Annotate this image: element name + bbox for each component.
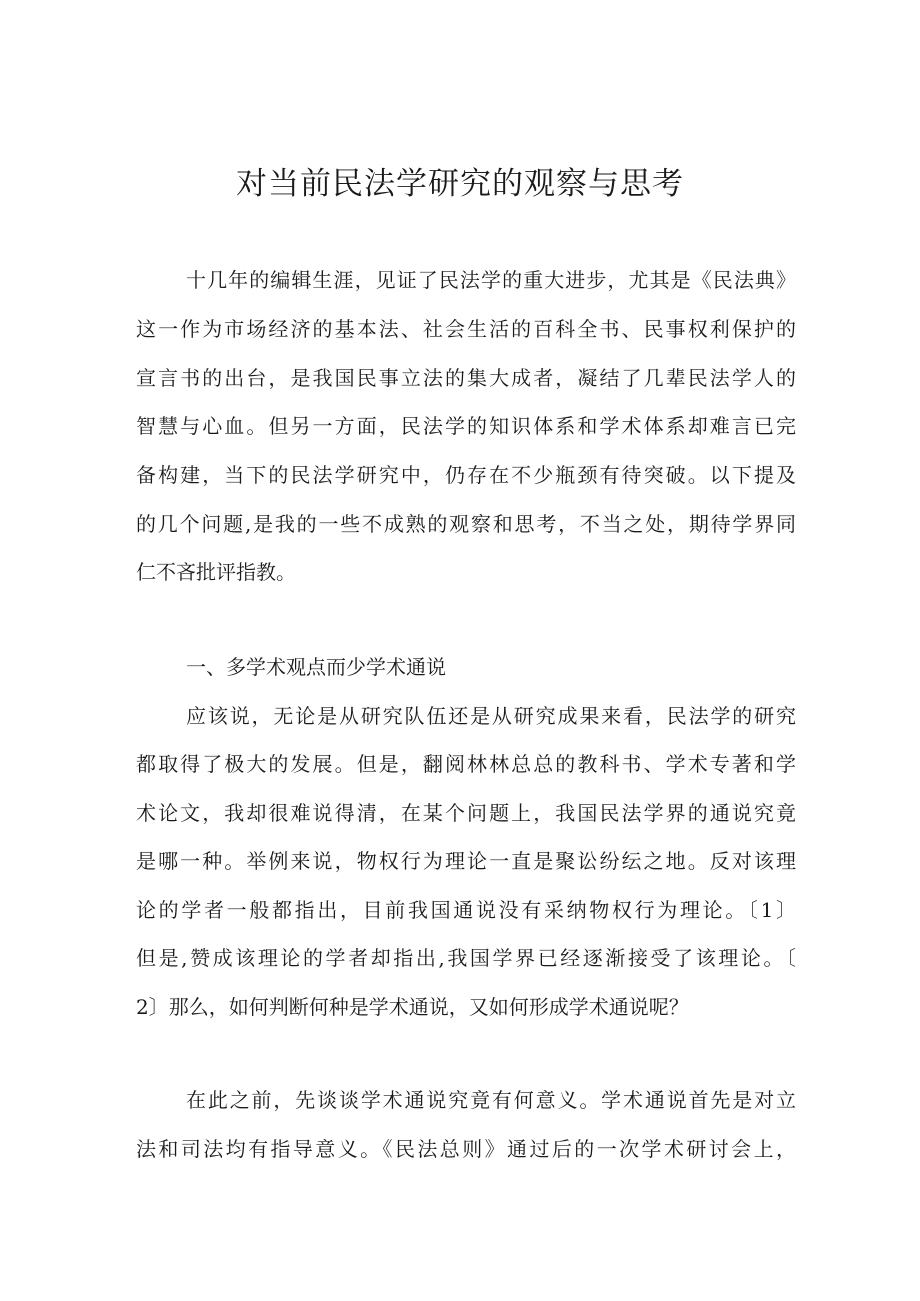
- paragraph-line: 仁不吝批评指教。: [136, 560, 296, 584]
- paragraph-line: 术论文，我却很难说得清，在某个问题上，我国民法学界的通说究竟: [136, 801, 796, 825]
- paragraph-line: 法和司法均有指导意义。《民法总则》通过后的一次学术研讨会上，: [136, 1137, 796, 1161]
- paragraph-line: 是哪一种。举例来说，物权行为理论一直是聚讼纷纭之地。反对该理: [136, 849, 796, 873]
- paragraph-line: 在此之前，先谈谈学术通说究竟有何意义。学术通说首先是对立: [186, 1088, 796, 1112]
- paragraph-line: 论的学者一般都指出，目前我国通说没有采纳物权行为理论。〔1〕: [136, 898, 796, 922]
- paragraph-line: 十几年的编辑生涯，见证了民法学的重大进步，尤其是《民法典》: [186, 268, 796, 292]
- document-title: 对当前民法学研究的观察与思考: [236, 166, 684, 202]
- paragraph-line: 2〕那么，如何判断何种是学术通说，又如何形成学术通说呢？: [136, 995, 689, 1019]
- paragraph-line: 备构建，当下的民法学研究中，仍存在不少瓶颈有待突破。以下提及: [136, 463, 796, 487]
- paragraph-line: 都取得了极大的发展。但是，翻阅林林总总的教科书、学术专著和学: [136, 752, 796, 776]
- paragraph-line: 但是,赞成该理论的学者却指出,我国学界已经逐渐接受了该理论。〔: [136, 946, 796, 970]
- paragraph-line: 这一作为市场经济的基本法、社会生活的百科全书、民事权利保护的: [136, 317, 796, 341]
- paragraph-line: 智慧与心血。但另一方面，民法学的知识体系和学术体系却难言已完: [136, 414, 796, 438]
- paragraph-line: 应该说，无论是从研究队伍还是从研究成果来看，民法学的研究: [186, 704, 796, 728]
- paragraph-line: 宣言书的出台，是我国民事立法的集大成者，凝结了几辈民法学人的: [136, 366, 796, 390]
- paragraph-line: 的几个问题,是我的一些不成熟的观察和思考，不当之处，期待学界同: [136, 512, 796, 536]
- section-heading: 一、多学术观点而少学术通说: [186, 655, 446, 679]
